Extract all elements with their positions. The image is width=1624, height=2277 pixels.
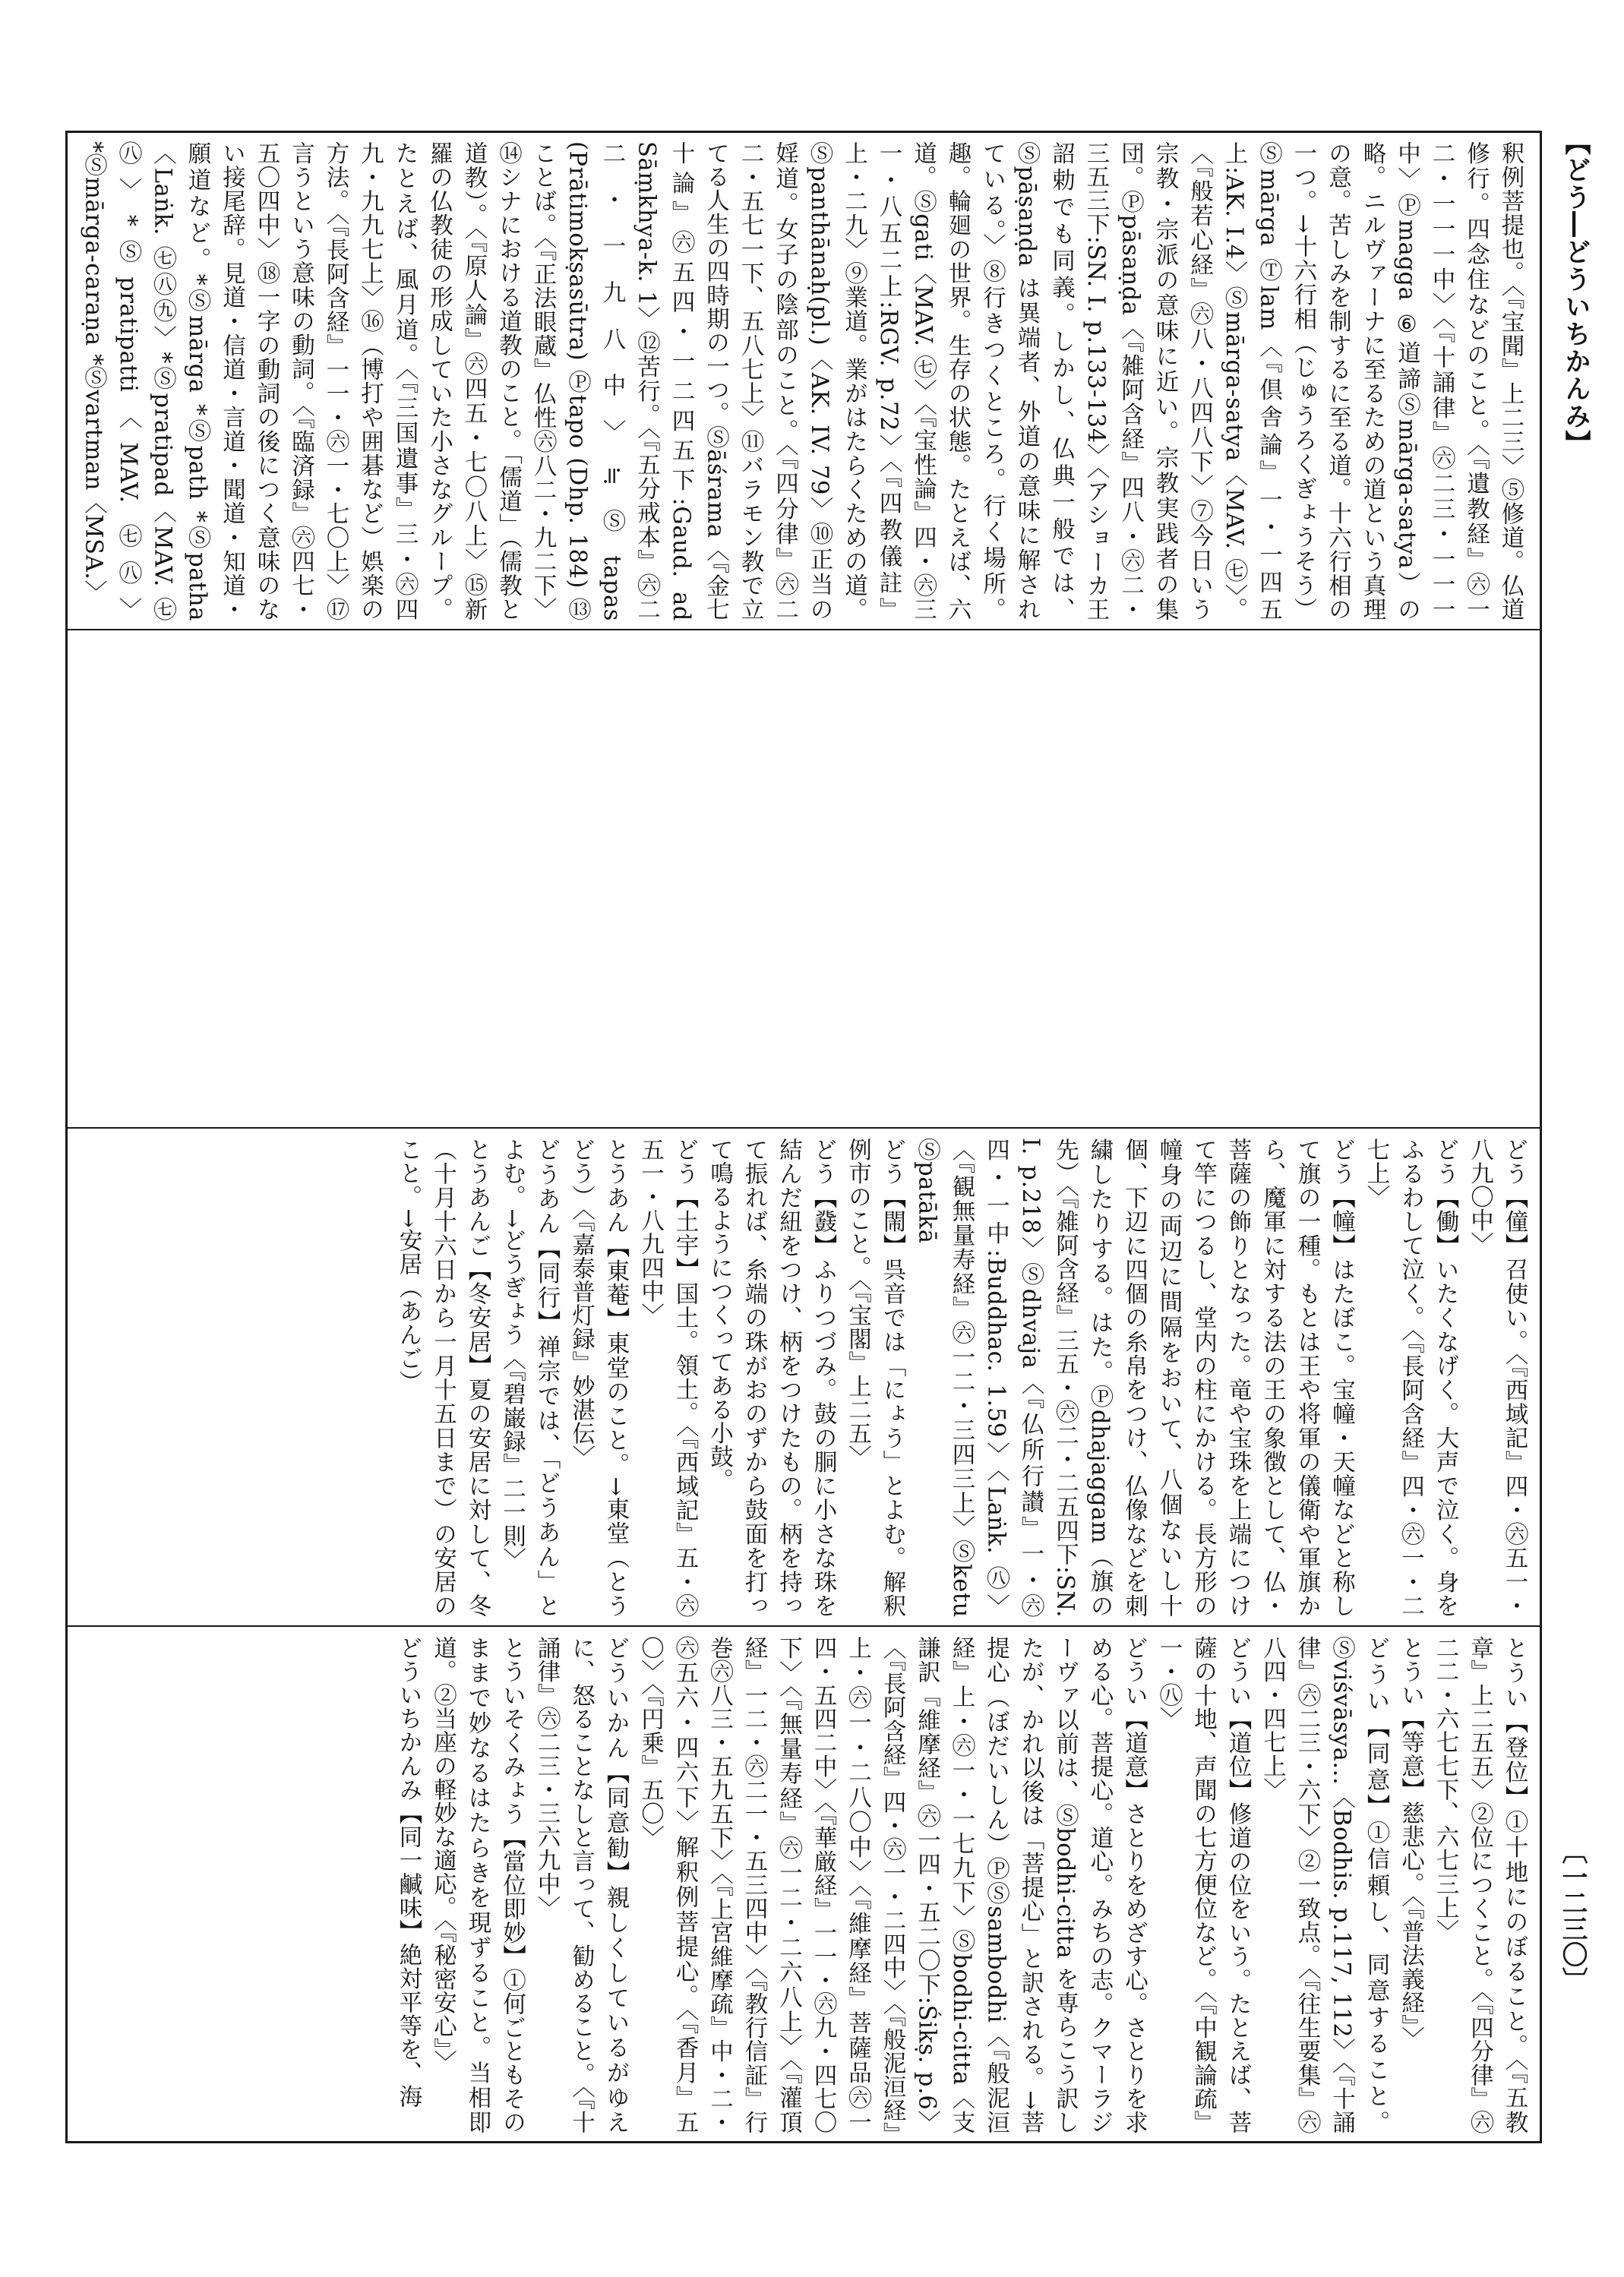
page-number: 〔一二三〇〕 [1557,1838,1588,1993]
tier-divider [65,1625,1542,1627]
text-tier-2 [76,640,1531,1120]
running-head: 【どう―どういちかんみ】 [1560,129,1591,457]
text-tier-3 [76,1138,1531,1618]
tier-divider [65,1127,1542,1129]
tier-1-text: 釈例菩提也。〈『宝聞』上二三〉⑤修道。仏道修行。四念住などのこと。〈『遺教経』㊅一二・一一一中〉〈『十誦律』㊅二三・一一一中〉Ⓟmagga ⑥道諦Ⓢmārga-satya）の略。ニルヴァーナに至るための道という真理の意。苦しみを制するに至る道。十六行相の一つ。→十六行相（じゅうろくぎょうそう）Ⓢmārga Ⓣlam〈『倶舎論』一・一四五上:AK. I.4〉Ⓢmārga-satya〈MAV. ㊆〉。〈『般若心経』㊅八・八四八下〉⑦今日いう宗教・宗派の意味に近い。宗教実践者の集団。Ⓟpāsaṇḍa〈『雑阿含経』四八・㊅二・三五三下:SN. I. p.133-134〉〈アショーカ王詔勅でも同義。しかし、仏典一般では、Ⓢpāṣaṇḍa は異端者、外道の意味に解されている。〉⑧行きつくところ。行く場所。趣。輪廻の世界。生存の状態。たとえば、六道。Ⓢgati〈MAV. ㊆〉〈『宝性論』四・㊅三一・八五二上:RGV. p.72〉〈『四教儀註』上・二九〉⑨業道。業がはたらくための道。Ⓢpanthānaḥ(pl.)〈AK. IV. 79〉⑩正当の婬道。女子の陰部のこと。〈『四分律』㊅二二・五七一下、五八七上〉⑪バラモン教で立てる人生の四時期の一つ。Ⓢāśrama〈『金七十論』㊅五四・一二四五下:Gaud. ad Sāṃkhya-k. 1〉⑫苦行。〈『五分戒本』㊅二二・一九八中〉≒Ⓢtapas (Prātimokṣasūtra) Ⓟtapo (Dhp. 184) ⑬ことば。〈『正法眼蔵』仏性㊅八二・九二下〉⑭シナにおける道教のこと。「儒道」（儒教と道教）。〈『原人論』㊅四五・七〇八上〉⑮新羅の仏教徒の形成していた小さなグループ。たとえば、風月道。〈『三国遺事』三・㊅四九・九九七上〉⑯（博打や囲碁など）娯楽の方法。〈『長阿含経』一一・㊅一・七〇上〉⑰言うという意味の動詞。〈『臨済録』㊅四七・五〇四中〉⑱一字の動詞の後につく意味のない接尾辞。見道・信道・言道・聞道・知道・願道など。*Ⓢmārga *Ⓢpath *Ⓢpatha〈Laṅk. ㊆㊇㊈〉*Ⓢpratipad〈MAV. ㊆㊇〉*Ⓢpratipatti〈MAV. ㊆㊇〉*Ⓢmārga-caraṇa *Ⓢvartman〈MSA.〉 [80,141,1524,621]
tier-divider [65,629,1542,630]
text-tier-1 [76,141,1531,621]
text-tier-4 [76,1636,1531,2134]
tier-3-text: どう【僮】召使い。〈『西域記』四・㊅五一・八九〇中〉 どう【働】いたくなげく。大声で泣く。身をふるわして泣く。〈『長阿含経』四・㊅一・二七上〉 どう【幢】はたぼこ。宝幢・天幢などと称して旗の一種。もとは王や将軍の儀衛や軍旗から、魔軍に対する法の王の象徴として、仏・菩薩の飾りとなった。竜や宝珠を上端につけて竿につるし、堂内の柱にかける。長方形の幢身の両辺に間隔をおいて、八個ないし十個、下辺に四個の糸帛をつけ、仏像などを刺繍したりする。はた。Ⓟdhajaggam（旗の先）〈『雑阿含経』三五・㊅二・二五四下:SN. I. p.218〉Ⓢdhvaja〈『仏所行讃』一・㊅四・一中:Buddhac. 1.59〉〈Laṅk. ㊇〉〈『観無量寿経』㊅一二・三四三上〉Ⓢketu Ⓢpatākā どう【閙】呉音では「にょう」とよむ。解釈例市のこと。〈『宝閣』上二五〉 どう【鼗】ふりつづみ。鼓の胴に小さな珠を結んだ紐をつけ、柄をつけたもの。柄を持って振れば、糸端の珠がおのずから鼓面を打って鳴るようにつくってある小鼓。 どう【土宇】国土。領土。〈『西域記』五・㊅五一・八九四中〉 とうあん【東菴】東堂のこと。→東堂（とうどう）〈『嘉泰普灯録』妙湛伝〉 どうあん【同行】禅宗では、「どうあん」とよむ。→どうぎょう〈『碧巌録』二一則〉 とうあんご【冬安居】夏の安居に対して、冬（十月十六日から一月十五日まで）の安居のこと。→安居（あんご） [395,1138,1528,1618]
tier-4-text: とうい【登位】①十地にのぼること。〈『五教章』上二五五〉②位につくこと。〈『四分律』㊅二二・六七七下、六七三上〉 とうい【等意】慈悲心。〈『普法義経』〉 どうい【同意】①信頼し、同意すること。Ⓢviśvāsya...〈Bodhis. p.117, 112〉〈『十誦律』㊅二三・六下〉②一致点。〈『往生要集』㊅八四・四七上〉 どうい【道位】修道の位をいう。たとえば、菩薩の十地、声聞の七方便位など。〈『中観論疏』一・㊇〉 どうい【道意】さとりをめざす心。さとりを求める心。菩提心。道心。みちの志。クマーラジーヴァ以前は、Ⓢbodhi-citta を専らこう訳したが、かれ以後は「菩提心」と訳される。→菩提心（ぼだいしん）ⓅⓈsambodhi〈『般泥洹経』上・㊅一・一七九下〉Ⓢbodhi-citta〈支謙訳『維摩経』㊅一四・五二〇下:Śikṣ. p.6〉〈『長阿含経』四・㊅一・二四中〉〈『般泥洹経』上・㊅一・二八〇中〉〈『維摩経』菩薩品㊅一四・五四二中〉〈『華厳経』一一・㊅九・四七〇下〉〈『無量寿経』㊅一二・二六八上〉〈『灌頂経』一二・㊅二一・五三四中〉〈『教行信証』行巻㊅八三・五九五下〉〈『上宮維摩疏』中・二・㊅五六・四六下〉解釈例菩提心。〈『香月』五〇〉〈『円乗』五〇〉 どういかん【同意勧】親しくしているがゆえに、怒ることなしと言って、勧めること。〈『十誦律』㊅二三・三六九中〉 とういそくみょう【當位即妙】①何ごともそのままで妙なるはたらきを現ずること。当相即道。②当座の軽妙な適応。〈『秘密安心』〉 どういちかんみ【同一鹹味】絶対平等を、海 [395,1636,1528,2134]
